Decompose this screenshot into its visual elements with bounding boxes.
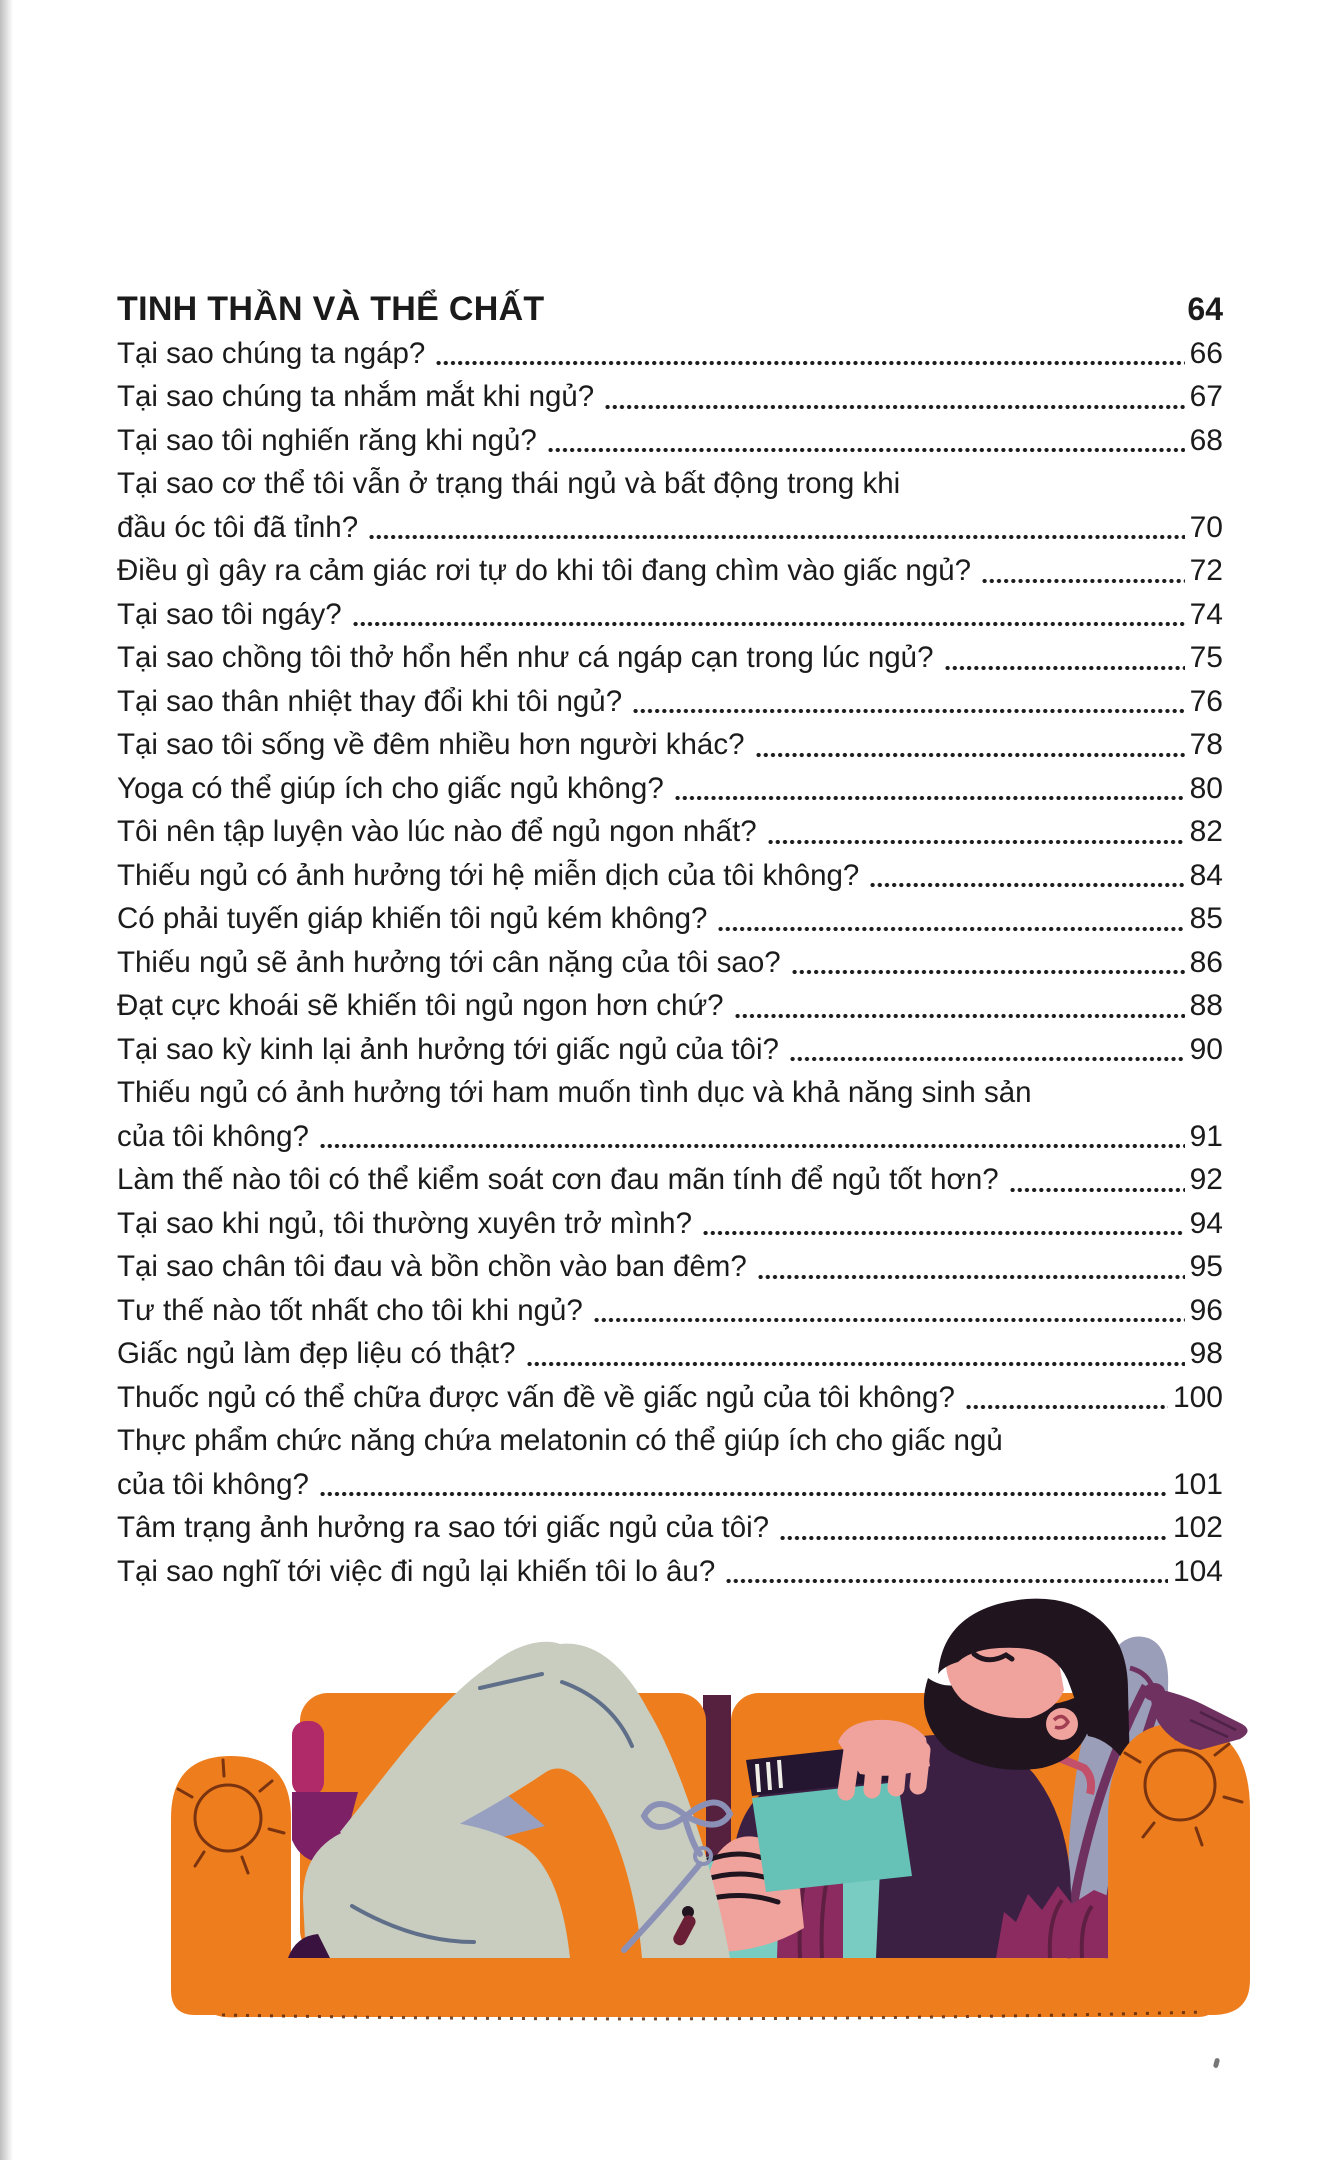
toc-entry-text: Tư thế nào tốt nhất cho tôi khi ngủ? — [117, 1293, 583, 1327]
toc-entry — [117, 1376, 1223, 1420]
toc-entry-text: Tại sao khi ngủ, tôi thường xuyên trở mình? — [117, 1206, 692, 1240]
toc-entry-page: 75 — [1189, 641, 1223, 674]
toc-entry — [117, 810, 1223, 854]
dotted-leader — [717, 926, 1184, 932]
dotted-leader — [779, 1535, 1168, 1541]
dotted-leader — [435, 360, 1184, 366]
toc-entry-text: đầu óc tôi đã tỉnh? — [117, 510, 359, 544]
dotted-leader — [526, 1361, 1185, 1367]
toc-entry-text: Có phải tuyến giáp khiến tôi ngủ kém không? — [117, 902, 708, 935]
toc-entry-text: Tại sao kỳ kinh lại ảnh hưởng tới giấc ngủ của tôi? — [117, 1032, 779, 1066]
toc-entry-text: Tại sao tôi ngáy? — [117, 597, 342, 631]
toc-entry — [117, 1506, 1223, 1550]
toc-entry-text: Tại sao thân nhiệt thay đổi khi tôi ngủ? — [117, 684, 623, 718]
toc-entry — [117, 1071, 1223, 1115]
toc-entry-text: Tôi nên tập luyện vào lúc nào để ngủ ngon nhất? — [117, 815, 757, 848]
toc-entry-page: 104 — [1172, 1554, 1223, 1588]
toc-entry — [117, 984, 1223, 1028]
toc-entry-text: Tại sao cơ thể tôi vẫn ở trạng thái ngủ và bất động trong khi — [117, 467, 901, 500]
right-arm — [1108, 1723, 1250, 2015]
toc-entry-text: Làm thế nào tôi có thể kiểm soát cơn đau mãn tính để ngủ tốt hơn? — [117, 1163, 999, 1196]
toc-entry — [117, 897, 1223, 941]
dotted-leader — [734, 1013, 1185, 1019]
toc-entries — [117, 332, 1223, 1594]
toc-entry-text: Tâm trạng ảnh hưởng ra sao tới giấc ngủ của tôi? — [117, 1511, 770, 1544]
toc-entry — [117, 375, 1223, 419]
toc-entry-page: 72 — [1189, 554, 1223, 587]
toc-entry-page: 68 — [1189, 423, 1223, 457]
toc-entry-text: Tại sao tôi sống về đêm nhiều hơn người khác? — [117, 728, 745, 761]
toc-entry — [117, 1289, 1223, 1333]
toc-entry-page: 88 — [1189, 989, 1223, 1022]
toc-entry-page: 95 — [1189, 1250, 1223, 1283]
dotted-leader — [757, 1274, 1185, 1280]
toc-entry — [117, 549, 1223, 593]
toc-entry — [117, 419, 1223, 463]
toc-entry-page: 66 — [1189, 336, 1223, 370]
leader-spacer — [555, 317, 1183, 323]
table-of-contents — [117, 288, 1223, 1593]
ear — [1046, 1708, 1078, 1740]
dotted-leader — [1009, 1187, 1185, 1193]
dotted-leader — [593, 1317, 1185, 1323]
section-page-number: 64 — [1187, 291, 1223, 327]
toc-entry — [117, 593, 1223, 637]
toc-entry-text: Tại sao nghĩ tới việc đi ngủ lại khiến tôi lo âu? — [117, 1554, 716, 1588]
dotted-leader — [869, 882, 1184, 888]
toc-entry — [117, 1202, 1223, 1246]
toc-entry — [117, 1332, 1223, 1376]
toc-entry — [117, 680, 1223, 724]
toc-entry-page: 90 — [1189, 1032, 1223, 1066]
toc-entry — [117, 332, 1223, 376]
dotted-leader — [965, 1404, 1168, 1410]
toc-entry-page: 67 — [1189, 380, 1223, 413]
book-pages — [752, 1782, 912, 1892]
dotted-leader — [767, 839, 1185, 845]
dotted-leader — [352, 621, 1185, 627]
toc-entry — [117, 1158, 1223, 1202]
dotted-leader — [319, 1491, 1168, 1497]
toc-entry-page: 85 — [1189, 902, 1223, 935]
toc-entry-page: 91 — [1189, 1119, 1223, 1153]
dotted-leader — [368, 534, 1185, 540]
dotted-leader — [702, 1230, 1185, 1236]
toc-entry-page: 100 — [1172, 1380, 1223, 1414]
toc-entry-text: Thực phẩm chức năng chứa melatonin có thể giúp ích cho giấc ngủ — [117, 1424, 1003, 1457]
toc-entry-page: 82 — [1189, 815, 1223, 848]
toc-entry-text: của tôi không? — [117, 1119, 309, 1153]
toc-entry-page: 94 — [1189, 1206, 1223, 1240]
toc-entry-text: Đạt cực khoái sẽ khiến tôi ngủ ngon hơn chứ? — [117, 989, 724, 1022]
section-title: TINH THẦN VÀ THỂ CHẤT — [117, 290, 545, 328]
toc-entry-page: 80 — [1189, 771, 1223, 805]
toc-entry-text: của tôi không? — [117, 1467, 309, 1501]
dotted-leader — [319, 1143, 1185, 1149]
toc-entry — [117, 1463, 1223, 1507]
toc-entry-page: 101 — [1172, 1467, 1223, 1501]
sleeping-man-couch-illustration — [0, 1560, 1320, 2160]
toc-entry — [117, 506, 1223, 550]
toc-entry-text: Tại sao chúng ta ngáp? — [117, 336, 426, 370]
dotted-leader — [674, 795, 1185, 801]
toc-entry-page: 70 — [1189, 510, 1223, 544]
toc-entry-page: 96 — [1189, 1293, 1223, 1327]
toc-entry — [117, 636, 1223, 680]
toc-entry-text: Tại sao chúng ta nhắm mắt khi ngủ? — [117, 380, 595, 413]
toc-entry-text: Tại sao chân tôi đau và bồn chồn vào ban đêm? — [117, 1250, 747, 1283]
dotted-leader — [755, 752, 1185, 758]
toc-entry-text: Tại sao chồng tôi thở hổn hển như cá ngáp cạn trong lúc ngủ? — [117, 641, 934, 674]
dotted-leader — [632, 708, 1185, 714]
toc-entry-text: Yoga có thể giúp ích cho giấc ngủ không? — [117, 771, 664, 805]
dotted-leader — [944, 665, 1185, 671]
toc-title-row — [117, 288, 1223, 332]
toc-entry-text: Điều gì gây ra cảm giác rơi tự do khi tôi đang chìm vào giấc ngủ? — [117, 554, 972, 587]
toc-entry-text: Thiếu ngủ có ảnh hưởng tới ham muốn tình dục và khả năng sinh sản — [117, 1076, 1032, 1109]
toc-entry-page: 78 — [1189, 728, 1223, 761]
toc-entry-page: 74 — [1189, 597, 1223, 631]
toc-entry — [117, 941, 1223, 985]
toc-entry-text: Thiếu ngủ sẽ ảnh hưởng tới cân nặng của tôi sao? — [117, 945, 781, 979]
toc-entry-text: Tại sao tôi nghiến răng khi ngủ? — [117, 423, 537, 457]
toc-entry-page: 76 — [1189, 684, 1223, 718]
toc-entry — [117, 1028, 1223, 1072]
dotted-leader — [981, 578, 1185, 584]
dotted-leader — [547, 447, 1185, 453]
toc-entry-page: 84 — [1189, 858, 1223, 892]
dotted-leader — [791, 969, 1185, 975]
toc-entry-text: Thuốc ngủ có thể chữa được vấn đề về giấc ngủ của tôi không? — [117, 1380, 955, 1414]
dotted-leader — [604, 404, 1184, 410]
toc-entry — [117, 1245, 1223, 1289]
toc-entry — [117, 1115, 1223, 1159]
toc-entry — [117, 1419, 1223, 1463]
toc-entry — [117, 462, 1223, 506]
toc-entry — [117, 767, 1223, 811]
toc-entry — [117, 723, 1223, 767]
toc-entry-page: 102 — [1172, 1511, 1223, 1544]
toc-entry-page: 98 — [1189, 1337, 1223, 1370]
toc-entry-text: Thiếu ngủ có ảnh hưởng tới hệ miễn dịch của tôi không? — [117, 858, 860, 892]
toc-entry-text: Giấc ngủ làm đẹp liệu có thật? — [117, 1337, 516, 1370]
toc-entry — [117, 854, 1223, 898]
toc-entry-page: 86 — [1189, 945, 1223, 979]
dotted-leader — [789, 1056, 1185, 1062]
toc-entry-page: 92 — [1189, 1163, 1223, 1196]
